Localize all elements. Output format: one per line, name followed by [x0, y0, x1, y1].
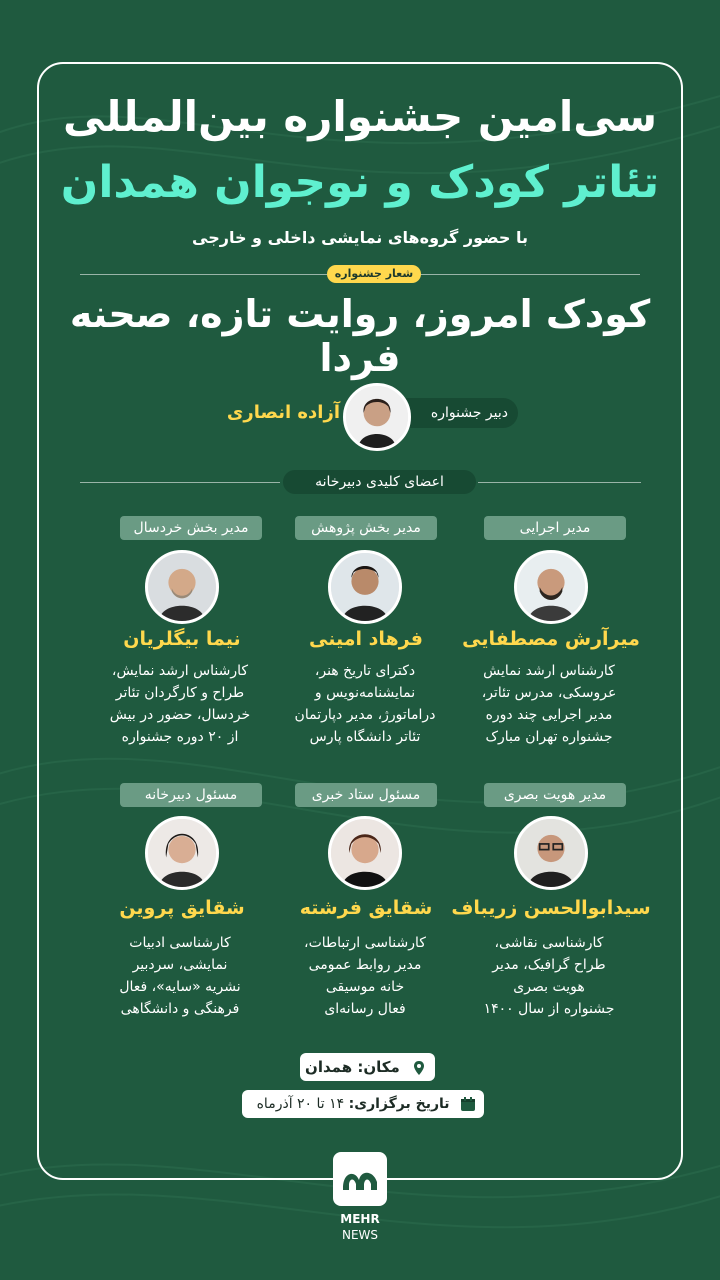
member-name: شقایق فرشته	[299, 897, 433, 919]
member-role: مدیر اجرایی	[484, 516, 626, 540]
date-label: تاریخ برگزاری:	[348, 1096, 450, 1112]
divider	[478, 482, 641, 483]
logo-text-mehr: MEHR	[340, 1212, 380, 1226]
person-icon	[331, 553, 399, 621]
map-pin-icon	[411, 1060, 427, 1076]
description-line: کارشناسی نقاشی،	[494, 935, 604, 951]
members-label: اعضای کلیدی دبیرخانه	[283, 470, 476, 494]
member-name: نیما بیگلریان	[123, 628, 241, 650]
location-badge	[300, 1053, 435, 1081]
secretary-name: آزاده انصاری	[226, 402, 340, 423]
person-icon	[517, 553, 585, 621]
secretary-label: دبیر جشنواره	[370, 398, 518, 428]
person-icon	[148, 553, 216, 621]
description-line: مدیر اجرایی چند دوره	[485, 707, 613, 723]
member-description	[469, 932, 629, 1020]
member-description	[100, 660, 260, 748]
member-role: مدیر بخش خردسال	[120, 516, 262, 540]
member-description	[285, 932, 445, 1020]
description-line: دراماتورژ، مدیر دپارتمان	[294, 707, 436, 723]
member-description	[285, 660, 445, 748]
date-badge	[242, 1090, 484, 1118]
member-avatar	[145, 550, 219, 624]
mehr-news-logo	[333, 1152, 387, 1206]
divider	[80, 482, 280, 483]
member-name: شقایق پروین	[119, 897, 245, 919]
date-value: ۱۴ تا ۲۰ آذرماه	[256, 1096, 345, 1112]
description-line: کارشناسی ارتباطات،	[304, 935, 426, 951]
description-line: کارشناس ارشد نمایش،	[111, 663, 249, 679]
description-line: خانه موسیقی	[325, 979, 405, 995]
member-description	[469, 660, 629, 748]
member-avatar	[328, 550, 402, 624]
person-icon	[331, 819, 399, 887]
description-line: مدیر روابط عمومی	[308, 957, 422, 973]
description-line: نشریه «سایه»، فعال	[119, 979, 241, 995]
description-line: نمایشی، سردبیر	[132, 957, 228, 973]
festival-title-line2: تئاتر کودک و نوجوان همدان	[60, 157, 660, 208]
description-line: طراح گرافیک، مدیر	[492, 957, 606, 973]
member-role: مسئول دبیرخانه	[120, 783, 262, 807]
description-line: نمایشنامه‌نویس و	[314, 685, 416, 701]
description-line: دکترای تاریخ هنر،	[314, 663, 416, 679]
person-icon	[517, 819, 585, 887]
logo-text-news: NEWS	[341, 1228, 379, 1242]
location-text: مکان: همدان	[305, 1058, 400, 1076]
festival-subtitle: با حضور گروه‌های نمایشی داخلی و خارجی	[192, 228, 528, 247]
description-line: کارشناس ارشد نمایش	[483, 663, 615, 679]
description-line: جشنواره از سال ۱۴۰۰	[483, 1001, 615, 1017]
calendar-icon	[460, 1096, 476, 1112]
member-name: فرهاد امینی	[309, 628, 423, 650]
description-line: هویت بصری	[513, 979, 585, 995]
member-avatar	[514, 816, 588, 890]
description-line: فرهنگی و دانشگاهی	[120, 1001, 240, 1017]
description-line: خردسال، حضور در بیش	[109, 707, 251, 723]
secretary-avatar	[343, 383, 411, 451]
member-role: مدیر هویت بصری	[484, 783, 626, 807]
description-line: کارشناسی ادبیات	[129, 935, 231, 951]
slogan-tag: شعار جشنواره	[327, 265, 421, 283]
description-line: فعال رسانه‌ای	[324, 1001, 406, 1017]
festival-slogan: کودک امروز، روایت تازه، صحنه فردا	[69, 292, 651, 380]
description-line: تئاتر دانشگاه پارس	[309, 729, 421, 745]
description-line: جشنواره تهران مبارک	[485, 729, 613, 745]
description-line: طراح و کارگردان تئاتر	[115, 685, 245, 701]
description-line: از ۲۰ دوره جشنواره	[121, 729, 239, 745]
person-icon	[346, 386, 408, 448]
member-role: مدیر بخش پژوهش	[295, 516, 437, 540]
member-avatar	[145, 816, 219, 890]
member-name: سیدابوالحسن زریباف	[451, 897, 651, 919]
mehr-logo-icon	[333, 1152, 387, 1206]
member-description	[100, 932, 260, 1020]
member-avatar	[328, 816, 402, 890]
description-line: عروسکی، مدرس تئاتر،	[481, 685, 617, 701]
member-avatar	[514, 550, 588, 624]
person-icon	[148, 819, 216, 887]
festival-title-line1: سی‌امین جشنواره بین‌المللی	[62, 92, 658, 141]
member-role: مسئول ستاد خبری	[295, 783, 437, 807]
member-name: میرآرش مصطفایی	[462, 628, 640, 650]
